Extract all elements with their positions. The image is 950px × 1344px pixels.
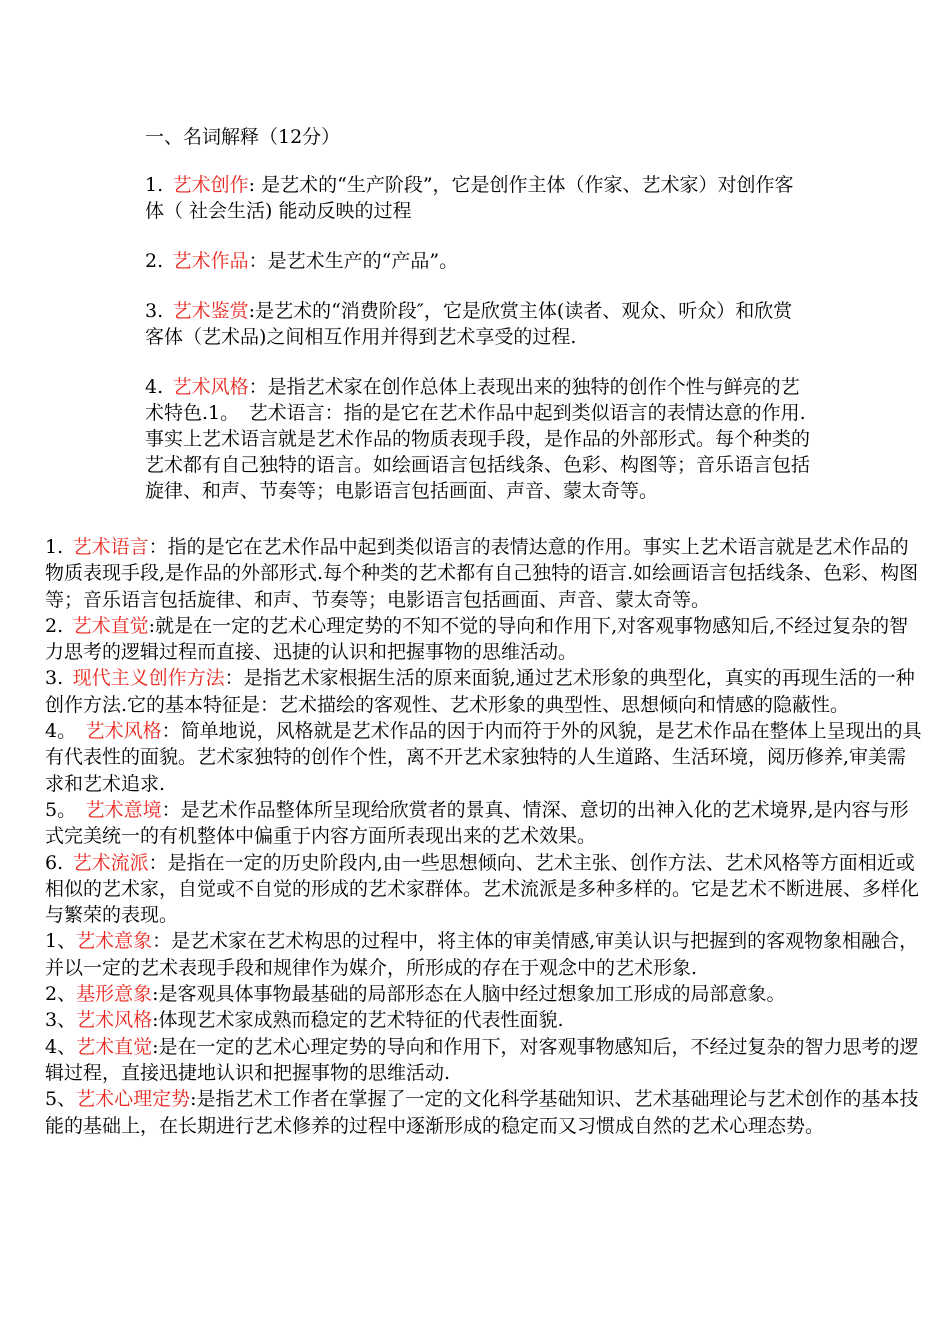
entry-number: 1.	[45, 536, 64, 558]
entry-number: 5、	[45, 1088, 77, 1111]
term-separator: ：	[248, 376, 268, 398]
entry-number: 2、	[45, 983, 77, 1006]
term-separator: :	[152, 1009, 159, 1032]
entry-number: 1、	[45, 930, 77, 953]
term-label: 艺术作品	[172, 250, 249, 272]
definition-text: 是在一定的艺术心理定势的导向和作用下，对客观事物感知后，不经过复杂的智力思考的逻辑过程，直接迅捷地认识和把握事物的思维活动.	[45, 1035, 919, 1084]
definition-text: 是指艺术工作者在掌握了一定的文化科学基础知识、艺术基础理论与艺术创作的基本技能的基础上，在长期进行艺术修养的过程中逐渐形成的稳定而又习惯成自然的艺术心理态势。	[45, 1088, 919, 1137]
definition-text: 是客观具体事物最基础的局部形态在人脑中经过想象加工形成的局部意象。	[158, 983, 786, 1006]
term-label: 艺术创作	[172, 174, 249, 196]
term-separator: :	[148, 614, 156, 637]
term-label: 艺术语言	[72, 536, 149, 558]
section-title: 一、名词解释（12分）	[145, 126, 341, 148]
term-separator: ：	[148, 851, 168, 874]
term-label: 艺术心理定势	[76, 1088, 191, 1111]
term-separator: :	[248, 174, 262, 196]
entry-number: 2.	[45, 614, 64, 637]
term-label: 艺术意象	[76, 930, 153, 953]
entry-number: 3.	[145, 300, 164, 322]
definition-text: 是艺术的“消费阶段″，它是欣赏主体(读者、观众、听众）和欣赏客体（艺术品)之间相互作用并得到艺术享受的过程.	[145, 300, 793, 348]
definition-text: 是指艺术家根据生活的原来面貌,通过艺术形象的典型化，真实的再现生活的一种创作方法.它的基本特征是：艺术描绘的客观性、艺术形象的典型性、思想倾向和情感的隐蔽性。	[45, 667, 915, 716]
upper-definitions	[145, 172, 810, 528]
term-separator: ：	[248, 250, 268, 272]
term-separator: ：	[161, 798, 181, 821]
definition-text: 是艺术生产的“产品”。	[267, 250, 459, 272]
definition-text: 指的是它在艺术作品中起到类似语言的表情达意的作用。事实上艺术语言就是艺术作品的物质表现手段,是作品的外部形式.每个种类的艺术都有自己独特的语言.如绘画语言包括线条、色彩、构图等；音乐语言包括旋律、和声、节奏等；电影语言包括画面、声音、蒙太奇等。	[45, 536, 919, 611]
term-label: 艺术风格	[172, 376, 249, 398]
definition-entry	[45, 1034, 925, 1087]
entry-number: 2.	[145, 250, 164, 272]
definition-text: 是指在一定的历史阶段内,由一些思想倾向、艺术主张、创作方法、艺术风格等方面相近或相似的艺术家，自觉或不自觉的形成的艺术家群体。艺术流派是多种多样的。它是艺术不断进展、多样化与繁荣的表现。	[45, 851, 920, 927]
definition-entry	[45, 797, 925, 850]
definition-paragraph	[145, 374, 810, 504]
term-separator: ：	[224, 667, 244, 690]
entry-number: 3、	[45, 1009, 77, 1032]
entry-number: 5。	[45, 798, 77, 821]
definition-text: 体现艺术家成熟而稳定的艺术特征的代表性面貌.	[158, 1009, 564, 1032]
term-label: 基形意象	[76, 983, 153, 1006]
lower-definitions	[45, 534, 925, 1139]
definition-entry	[45, 1086, 925, 1139]
definition-text: 就是在一定的艺术心理定势的不知不觉的导向和作用下,对客观事物感知后,不经过复杂的智力思考的逻辑过程而直接、迅捷的认识和把握事物的思维活动。	[45, 614, 909, 664]
definition-text: 是艺术的“生产阶段”，它是创作主体（作家、艺术家）对创作客体（ 社会生活) 能动反映的过程	[145, 174, 794, 222]
term-separator: ：	[148, 536, 168, 558]
definition-text: 是指艺术家在创作总体上表现出来的独特的创作个性与鲜亮的艺术特色.1。 艺术语言：指的是它在艺术作品中起到类似语言的表情达意的作用.事实上艺术语言就是艺术作品的物质表现手段，是作品的外部形式。每个种类的艺术都有自己独特的语言。如绘画语言包括线条、色彩、构图等；音乐语言包括旋律、和声、节奏等；电影语言包括画面、声音、蒙太奇等。	[145, 376, 811, 502]
term-separator: ：	[152, 930, 172, 953]
term-separator: ：	[161, 720, 181, 743]
term-label: 现代主义创作方法	[72, 667, 225, 690]
entry-number: 3.	[45, 667, 64, 690]
term-separator: :	[152, 983, 159, 1006]
entry-number: 4.	[145, 376, 164, 398]
term-separator: :	[190, 1088, 197, 1111]
definition-paragraph	[145, 248, 810, 274]
definition-text: 简单地说，风格就是艺术作品的因于内而符于外的风貌，是艺术作品在整体上呈现出的具有代表性的面貌。艺术家独特的创作个性，离不开艺术家独特的人生道路、生活环境，阅历修养,审美需求和艺术追求.	[45, 720, 922, 795]
definition-paragraph	[145, 298, 810, 350]
definition-entry	[45, 928, 925, 981]
definition-paragraph	[145, 172, 810, 224]
term-label: 艺术直觉	[76, 1035, 153, 1058]
term-label: 艺术鉴赏	[172, 300, 249, 322]
term-separator: :	[152, 1035, 159, 1058]
term-label: 艺术风格	[85, 720, 162, 743]
term-label: 艺术意境	[85, 798, 162, 821]
definition-entry	[45, 718, 925, 797]
definition-entry	[45, 613, 925, 666]
definition-entry	[45, 981, 925, 1007]
term-label: 艺术直觉	[72, 614, 149, 637]
entry-number: 6.	[45, 851, 64, 874]
entry-number: 4、	[45, 1035, 77, 1058]
definition-text: 是艺术家在艺术构思的过程中，将主体的审美情感,审美认识与把握到的客观物象相融合，并以一定的艺术表现手段和规律作为媒介，所形成的存在于观念中的艺术形象.	[45, 930, 919, 979]
definition-text: 是艺术作品整体所呈现给欣赏者的景真、情深、意切的出神入化的艺术境界,是内容与形式完美统一的有机整体中偏重于内容方面所表现出来的艺术效果。	[45, 798, 909, 848]
term-separator: :	[248, 300, 256, 322]
definition-entry	[45, 850, 925, 929]
term-label: 艺术流派	[72, 851, 149, 874]
entry-number: 1.	[145, 174, 164, 196]
definition-entry	[45, 534, 925, 613]
term-label: 艺术风格	[76, 1009, 153, 1032]
definition-entry	[45, 665, 925, 718]
definition-entry	[45, 1007, 925, 1033]
entry-number: 4。	[45, 720, 77, 743]
